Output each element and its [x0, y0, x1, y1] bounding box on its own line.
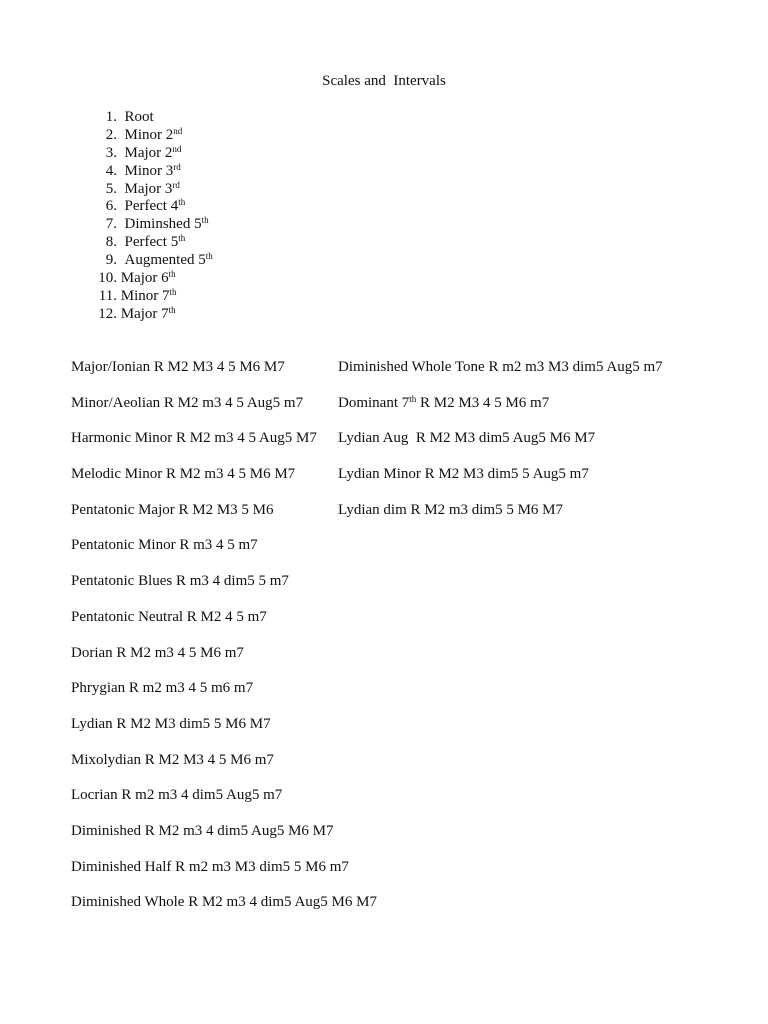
scale-phrygian: Phrygian R m2 m3 4 5 m6 m7 — [71, 680, 254, 697]
scale-major-ionian: Major/Ionian R M2 M3 4 5 M6 M7 — [71, 359, 285, 375]
scale-pentatonic-major: Pentatonic Major R M2 M3 5 M6 — [71, 501, 274, 518]
interval-name: Major 6 — [120, 270, 169, 287]
scale-pentatonic-minor: Pentatonic Minor R m3 4 5 m7 — [71, 537, 258, 554]
interval-number: 8. — [105, 234, 117, 251]
scale-mixolydian: Mixolydian R M2 M3 4 5 M6 m7 — [71, 751, 274, 768]
scale-diminished-half: Diminished Half R m2 m3 M3 dim5 5 M6 m7 — [71, 858, 349, 875]
interval-number: 7. — [105, 216, 117, 233]
scales-left-column — [71, 358, 377, 929]
interval-item — [89, 251, 213, 269]
interval-name: Major 7 — [120, 305, 169, 322]
interval-name: Major 3 — [124, 180, 173, 197]
interval-number: 2. — [105, 126, 117, 143]
interval-item — [89, 233, 213, 251]
interval-item — [89, 269, 213, 287]
scale-lydian: Lydian R M2 M3 dim5 5 M6 M7 — [71, 715, 271, 732]
interval-list — [89, 108, 213, 323]
interval-item — [89, 197, 213, 215]
interval-ordinal-suffix: th — [205, 251, 213, 262]
scale-lydian-dim: Lydian dim R M2 m3 dim5 5 M6 M7 — [338, 501, 564, 518]
scales-right-column — [338, 358, 663, 536]
scale-diminished-whole-tone: Diminished Whole Tone R m2 m3 M3 dim5 Aug5 m7 — [338, 359, 663, 375]
interval-name: Augmented 5 — [124, 252, 206, 269]
interval-item — [89, 215, 213, 233]
interval-ordinal-suffix: rd — [173, 161, 181, 172]
interval-number: 6. — [105, 198, 117, 215]
interval-item — [89, 287, 213, 305]
interval-item — [89, 144, 213, 162]
interval-ordinal-suffix: th — [169, 286, 177, 297]
interval-number: 1. — [105, 109, 117, 125]
scale-lydian-aug: Lydian Aug R M2 M3 dim5 Aug5 M6 M7 — [338, 430, 596, 447]
interval-number: 12. — [98, 305, 117, 322]
scale-diminished: Diminished R M2 m3 4 dim5 Aug5 M6 M7 — [71, 822, 334, 839]
interval-ordinal-suffix: rd — [172, 179, 180, 190]
scale-pentatonic-neutral: Pentatonic Neutral R M2 4 5 m7 — [71, 608, 267, 625]
interval-name: Major 2 — [124, 144, 173, 161]
interval-name: Minor 2 — [124, 126, 174, 143]
interval-name: Root — [124, 109, 154, 125]
interval-item — [89, 126, 213, 144]
interval-number: 9. — [105, 252, 117, 269]
scale-minor-aeolian: Minor/Aeolian R M2 m3 4 5 Aug5 m7 — [71, 394, 304, 411]
scale-dominant-ordinal-suffix: th — [409, 393, 417, 404]
interval-ordinal-suffix: th — [201, 215, 209, 226]
scale-locrian: Locrian R m2 m3 4 dim5 Aug5 m7 — [71, 787, 283, 804]
scale-pentatonic-blues: Pentatonic Blues R m3 4 dim5 5 m7 — [71, 573, 289, 590]
interval-number: 11. — [98, 287, 117, 304]
page-title: Scales and Intervals — [322, 73, 446, 89]
interval-name: Diminshed 5 — [124, 216, 202, 233]
scale-dominant-notes: R M2 M3 4 5 M6 m7 — [416, 394, 550, 411]
scale-diminished-whole: Diminished Whole R M2 m3 4 dim5 Aug5 M6 M7 — [71, 894, 377, 911]
interval-name: Perfect 4 — [124, 198, 179, 215]
interval-ordinal-suffix: nd — [172, 143, 182, 154]
interval-ordinal-suffix: th — [168, 304, 176, 315]
interval-name: Minor 7 — [120, 287, 170, 304]
interval-number: 3. — [105, 144, 117, 161]
interval-item — [89, 305, 213, 323]
scale-dorian: Dorian R M2 m3 4 5 M6 m7 — [71, 644, 244, 661]
scale-lydian-minor: Lydian Minor R M2 M3 dim5 5 Aug5 m7 — [338, 466, 589, 483]
scale-melodic-minor: Melodic Minor R M2 m3 4 5 M6 M7 — [71, 466, 296, 483]
interval-ordinal-suffix: th — [168, 269, 176, 280]
interval-number: 4. — [105, 162, 117, 179]
interval-item — [89, 180, 213, 198]
scale-dominant-prefix: Dominant 7 — [338, 394, 410, 411]
interval-ordinal-suffix: nd — [173, 125, 183, 136]
scale-dominant-7th — [338, 394, 663, 430]
interval-item — [89, 162, 213, 180]
interval-item — [89, 108, 213, 126]
interval-name: Perfect 5 — [124, 234, 179, 251]
interval-number: 10. — [98, 270, 117, 287]
interval-number: 5. — [105, 180, 117, 197]
interval-ordinal-suffix: th — [178, 197, 186, 208]
interval-name: Minor 3 — [124, 162, 174, 179]
scale-harmonic-minor: Harmonic Minor R M2 m3 4 5 Aug5 M7 — [71, 430, 317, 447]
interval-ordinal-suffix: th — [178, 233, 186, 244]
